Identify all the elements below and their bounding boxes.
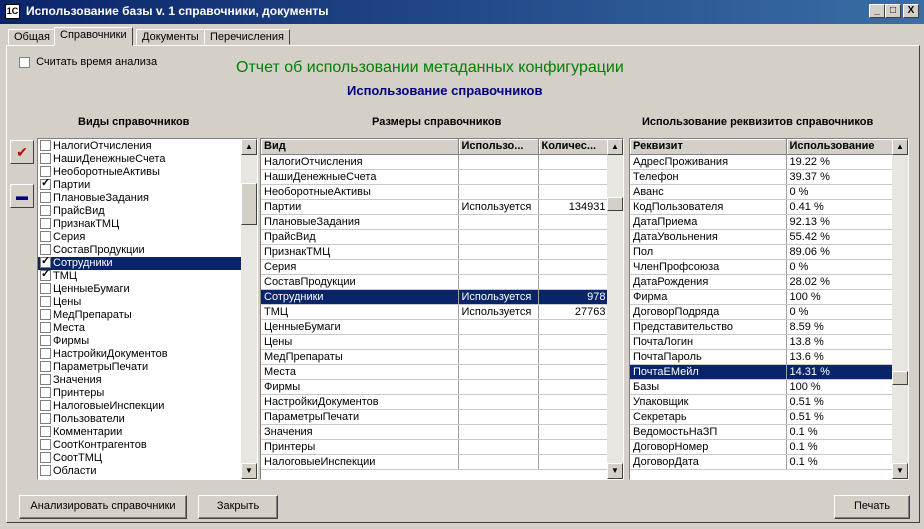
table-row[interactable] xyxy=(630,424,894,439)
scroll-thumb[interactable] xyxy=(607,197,623,211)
kinds-list[interactable] xyxy=(37,138,258,480)
table-row[interactable] xyxy=(261,439,609,454)
analysis-time-option[interactable] xyxy=(19,56,157,68)
item-checkbox[interactable] xyxy=(40,231,51,242)
table-row[interactable] xyxy=(630,289,894,304)
sizes-cell-count[interactable] xyxy=(538,349,609,364)
table-row[interactable] xyxy=(261,394,609,409)
attrs-cell-usage[interactable]: 19.22 % xyxy=(786,154,894,169)
table-row[interactable] xyxy=(630,154,894,169)
attrs-cell-name[interactable]: ВедомостьНаЗП xyxy=(630,424,786,439)
sizes-cell-name[interactable]: Сотрудники xyxy=(261,289,458,304)
sizes-cell-used[interactable] xyxy=(458,454,538,469)
item-checkbox[interactable] xyxy=(40,205,51,216)
sizes-cell-name[interactable]: ЦенныеБумаги xyxy=(261,319,458,334)
sizes-cell-count[interactable] xyxy=(538,439,609,454)
sizes-col-name[interactable]: Вид xyxy=(261,139,458,154)
table-row[interactable] xyxy=(630,394,894,409)
table-row[interactable] xyxy=(630,319,894,334)
sizes-scrollbar[interactable] xyxy=(607,139,623,479)
close-button[interactable]: Закрыть xyxy=(198,495,278,519)
item-checkbox[interactable] xyxy=(40,270,51,281)
table-row[interactable] xyxy=(261,184,609,199)
attrs-cell-name[interactable]: ДатаПриема xyxy=(630,214,786,229)
item-checkbox[interactable] xyxy=(40,374,51,385)
attrs-col-name[interactable]: Реквизит xyxy=(630,139,786,154)
sizes-cell-used[interactable] xyxy=(458,439,538,454)
item-label: Места xyxy=(53,322,85,334)
attrs-cell-usage[interactable]: 0 % xyxy=(786,304,894,319)
sizes-cell-used[interactable] xyxy=(458,244,538,259)
kinds-list-item[interactable] xyxy=(38,439,241,452)
attrs-cell-name[interactable]: КодПользователя xyxy=(630,199,786,214)
item-label: Области xyxy=(53,465,97,477)
table-row[interactable] xyxy=(630,439,894,454)
attrs-cell-name[interactable]: Секретарь xyxy=(630,409,786,424)
sizes-cell-used[interactable] xyxy=(458,409,538,424)
kinds-list-item[interactable] xyxy=(38,452,241,465)
item-label: ЦенныеБумаги xyxy=(53,283,130,295)
attrs-cell-usage[interactable]: 14.31 % xyxy=(786,364,894,379)
sizes-cell-count[interactable] xyxy=(538,454,609,469)
scroll-down-icon[interactable]: ▼ xyxy=(241,463,257,479)
attrs-cell-usage[interactable]: 0 % xyxy=(786,259,894,274)
item-label: Комментарии xyxy=(53,426,123,438)
sizes-cell-name[interactable]: ТМЦ xyxy=(261,304,458,319)
sizes-cell-used[interactable] xyxy=(458,169,538,184)
kinds-list-item[interactable] xyxy=(38,400,241,413)
table-row[interactable] xyxy=(630,199,894,214)
sizes-cell-name[interactable]: Серия xyxy=(261,259,458,274)
attrs-scrollbar[interactable] xyxy=(892,139,908,479)
table-row[interactable] xyxy=(261,244,609,259)
table-row[interactable] xyxy=(261,349,609,364)
table-row[interactable] xyxy=(630,379,894,394)
sizes-cell-count[interactable]: 978 xyxy=(538,289,609,304)
table-row[interactable] xyxy=(261,409,609,424)
analysis-time-label: Считать время анализа xyxy=(36,56,158,68)
attrs-cell-name[interactable]: ДоговорДата xyxy=(630,454,786,469)
analysis-time-checkbox[interactable] xyxy=(19,57,30,68)
kinds-list-item[interactable] xyxy=(38,231,241,244)
item-label: Сотрудники xyxy=(53,257,113,269)
kinds-list-item[interactable] xyxy=(38,374,241,387)
sizes-cell-count[interactable] xyxy=(538,409,609,424)
table-row[interactable] xyxy=(630,244,894,259)
sizes-cell-used[interactable]: Используется xyxy=(458,289,538,304)
app-icon[interactable]: 1C xyxy=(5,4,20,19)
table-row[interactable] xyxy=(261,304,609,319)
sizes-cell-used[interactable] xyxy=(458,424,538,439)
tab-enumerations[interactable]: Перечисления xyxy=(204,29,290,45)
item-checkbox[interactable] xyxy=(40,179,51,190)
kinds-list-item[interactable] xyxy=(38,179,241,192)
attrs-cell-name[interactable]: ДоговорНомер xyxy=(630,439,786,454)
table-row[interactable] xyxy=(261,454,609,469)
sizes-cell-count[interactable] xyxy=(538,214,609,229)
close-window-button[interactable]: X xyxy=(903,4,919,18)
kinds-scrollbar[interactable] xyxy=(241,139,257,479)
item-label: НалоговыеИнспекции xyxy=(53,400,165,412)
item-checkbox[interactable] xyxy=(40,283,51,294)
table-row[interactable] xyxy=(630,334,894,349)
report-subtitle: Использование справочников xyxy=(347,83,543,98)
window-title: Использование базы v. 1 справочники, документы xyxy=(26,4,329,18)
attrs-cell-name[interactable]: Базы xyxy=(630,379,786,394)
item-label: ТМЦ xyxy=(53,270,78,282)
sizes-cell-name[interactable]: Цены xyxy=(261,334,458,349)
kinds-list-item[interactable] xyxy=(38,153,241,166)
attrs-cell-name[interactable]: ПочтаЕМейл xyxy=(630,364,786,379)
sizes-cell-name[interactable]: НалоговыеИнспекции xyxy=(261,454,458,469)
kinds-list-item[interactable] xyxy=(38,244,241,257)
item-checkbox[interactable] xyxy=(40,387,51,398)
report-title: Отчет об использовании метаданных конфигурации xyxy=(236,59,624,76)
item-label: Значения xyxy=(53,374,102,386)
table-row[interactable] xyxy=(630,214,894,229)
sizes-cell-used[interactable] xyxy=(458,154,538,169)
item-label: ПлановыеЗадания xyxy=(53,192,149,204)
table-row[interactable] xyxy=(261,274,609,289)
kinds-list-item[interactable] xyxy=(38,296,241,309)
maximize-button[interactable]: □ xyxy=(885,4,901,18)
item-checkbox[interactable] xyxy=(40,348,51,359)
table-row[interactable] xyxy=(630,349,894,364)
attrs-cell-usage[interactable]: 92.13 % xyxy=(786,214,894,229)
attrs-cell-name[interactable]: ДатаУвольнения xyxy=(630,229,786,244)
table-row[interactable] xyxy=(261,334,609,349)
sizes-cell-used[interactable] xyxy=(458,229,538,244)
sizes-cell-name[interactable]: МедПрепараты xyxy=(261,349,458,364)
item-checkbox[interactable] xyxy=(40,166,51,177)
sizes-cell-name[interactable]: ПараметрыПечати xyxy=(261,409,458,424)
attrs-cell-usage[interactable]: 89.06 % xyxy=(786,244,894,259)
attrs-cell-name[interactable]: ПочтаЛогин xyxy=(630,334,786,349)
table-row[interactable] xyxy=(630,259,894,274)
kinds-list-item[interactable] xyxy=(38,335,241,348)
kinds-list-item[interactable] xyxy=(38,309,241,322)
scroll-thumb[interactable] xyxy=(892,371,908,385)
table-row[interactable] xyxy=(630,184,894,199)
attrs-cell-name[interactable]: Представительство xyxy=(630,319,786,334)
attrs-cell-name[interactable]: Телефон xyxy=(630,169,786,184)
sizes-cell-used[interactable] xyxy=(458,214,538,229)
table-row[interactable] xyxy=(630,304,894,319)
scroll-down-icon[interactable]: ▼ xyxy=(607,463,623,479)
attrs-heading: Использование реквизитов справочников xyxy=(642,116,874,128)
attrs-table[interactable] xyxy=(629,138,909,480)
item-checkbox[interactable] xyxy=(40,452,51,463)
analyze-button[interactable]: Анализировать справочники xyxy=(19,495,187,519)
sizes-cell-name[interactable]: СоставПродукции xyxy=(261,274,458,289)
kinds-list-item[interactable] xyxy=(38,465,241,478)
item-checkbox[interactable] xyxy=(40,244,51,255)
sizes-cell-count[interactable] xyxy=(538,184,609,199)
item-label: Фирмы xyxy=(53,335,90,347)
attrs-cell-usage[interactable]: 0.41 % xyxy=(786,199,894,214)
dash-icon: ▬ xyxy=(16,189,28,203)
item-checkbox[interactable] xyxy=(40,426,51,437)
kinds-list-item[interactable] xyxy=(38,348,241,361)
sizes-cell-name[interactable]: ПризнакТМЦ xyxy=(261,244,458,259)
sizes-cell-name[interactable]: Принтеры xyxy=(261,439,458,454)
table-row[interactable] xyxy=(630,229,894,244)
kinds-list-item[interactable] xyxy=(38,361,241,374)
sizes-cell-used[interactable] xyxy=(458,319,538,334)
kinds-list-item[interactable] xyxy=(38,140,241,153)
attrs-cell-name[interactable]: Аванс xyxy=(630,184,786,199)
attrs-cell-usage[interactable]: 0.51 % xyxy=(786,409,894,424)
sizes-cell-name[interactable]: Партии xyxy=(261,199,458,214)
sizes-cell-used[interactable] xyxy=(458,364,538,379)
attrs-cell-usage[interactable]: 100 % xyxy=(786,289,894,304)
attrs-cell-name[interactable]: Упаковщик xyxy=(630,394,786,409)
title-bar xyxy=(0,0,924,24)
table-row[interactable] xyxy=(261,229,609,244)
sizes-cell-name[interactable]: Значения xyxy=(261,424,458,439)
sizes-cell-name[interactable]: Места xyxy=(261,364,458,379)
item-label: НалогиОтчисления xyxy=(53,140,152,152)
sizes-cell-used[interactable] xyxy=(458,184,538,199)
scroll-thumb[interactable] xyxy=(241,183,257,225)
table-row[interactable] xyxy=(261,289,609,304)
item-label: ПризнакТМЦ xyxy=(53,218,120,230)
sizes-cell-count[interactable] xyxy=(538,169,609,184)
sizes-col-used[interactable]: Использо... xyxy=(458,139,538,154)
sizes-cell-count[interactable] xyxy=(538,244,609,259)
sizes-cell-used[interactable] xyxy=(458,379,538,394)
item-checkbox[interactable] xyxy=(40,322,51,333)
item-label: ПрайсВид xyxy=(53,205,105,217)
item-label: НастройкиДокументов xyxy=(53,348,168,360)
sizes-cell-count[interactable] xyxy=(538,229,609,244)
attrs-cell-usage[interactable]: 0.1 % xyxy=(786,454,894,469)
attrs-cell-name[interactable]: АдресПроживания xyxy=(630,154,786,169)
kinds-list-item[interactable] xyxy=(38,322,241,335)
table-row[interactable] xyxy=(261,259,609,274)
sizes-cell-name[interactable]: НашиДенежныеСчета xyxy=(261,169,458,184)
table-row[interactable] xyxy=(261,214,609,229)
kinds-heading: Виды справочников xyxy=(78,116,190,128)
attrs-cell-usage[interactable]: 100 % xyxy=(786,379,894,394)
sizes-cell-count[interactable] xyxy=(538,319,609,334)
kinds-list-item[interactable] xyxy=(38,205,241,218)
kinds-list-item[interactable] xyxy=(38,257,241,270)
print-button[interactable]: Печать xyxy=(834,495,910,519)
item-checkbox[interactable] xyxy=(40,153,51,164)
attrs-cell-name[interactable]: Пол xyxy=(630,244,786,259)
item-label: ПараметрыПечати xyxy=(53,361,149,373)
table-row[interactable] xyxy=(261,379,609,394)
check-all-button[interactable] xyxy=(10,140,34,164)
item-checkbox[interactable] xyxy=(40,296,51,307)
item-checkbox[interactable] xyxy=(40,218,51,229)
item-label: Серия xyxy=(53,231,86,243)
minimize-button[interactable]: _ xyxy=(869,4,885,18)
sizes-cell-name[interactable]: ПлановыеЗадания xyxy=(261,214,458,229)
item-label: МедПрепараты xyxy=(53,309,132,321)
table-row[interactable] xyxy=(630,454,894,469)
item-checkbox[interactable] xyxy=(40,465,51,476)
kinds-list-item[interactable] xyxy=(38,166,241,179)
attrs-cell-usage[interactable]: 39.37 % xyxy=(786,169,894,184)
attrs-cell-usage[interactable]: 13.8 % xyxy=(786,334,894,349)
attrs-cell-usage[interactable]: 0 % xyxy=(786,184,894,199)
tab-documents[interactable]: Документы xyxy=(136,29,205,45)
sizes-cell-count[interactable] xyxy=(538,259,609,274)
sizes-cell-used[interactable] xyxy=(458,259,538,274)
table-row[interactable] xyxy=(630,274,894,289)
attrs-cell-usage[interactable]: 0.1 % xyxy=(786,439,894,454)
attrs-cell-usage[interactable]: 8.59 % xyxy=(786,319,894,334)
item-checkbox[interactable] xyxy=(40,413,51,424)
sizes-cell-count[interactable] xyxy=(538,334,609,349)
sizes-cell-name[interactable]: Фирмы xyxy=(261,379,458,394)
sizes-cell-count[interactable] xyxy=(538,274,609,289)
sizes-cell-used[interactable]: Используется xyxy=(458,304,538,319)
item-label: Пользователи xyxy=(53,413,125,425)
attrs-cell-name[interactable]: ДоговорПодряда xyxy=(630,304,786,319)
sizes-cell-used[interactable] xyxy=(458,349,538,364)
kinds-list-item[interactable] xyxy=(38,270,241,283)
checkmark-icon: ✔ xyxy=(16,144,28,160)
attrs-cell-usage[interactable]: 0.1 % xyxy=(786,424,894,439)
item-checkbox[interactable] xyxy=(40,335,51,346)
item-checkbox[interactable] xyxy=(40,309,51,320)
sizes-cell-count[interactable] xyxy=(538,154,609,169)
item-label: СоставПродукции xyxy=(53,244,145,256)
item-label: Партии xyxy=(53,179,91,191)
table-row[interactable] xyxy=(261,154,609,169)
table-row[interactable] xyxy=(261,364,609,379)
uncheck-all-button[interactable] xyxy=(10,184,34,208)
item-label: НеоборотныеАктивы xyxy=(53,166,160,178)
scroll-up-icon[interactable]: ▲ xyxy=(241,139,257,155)
attrs-cell-usage[interactable]: 55.42 % xyxy=(786,229,894,244)
item-label: СоотКонтрагентов xyxy=(53,439,147,451)
scroll-down-icon[interactable]: ▼ xyxy=(892,463,908,479)
item-checkbox[interactable] xyxy=(40,400,51,411)
kinds-list-item[interactable] xyxy=(38,283,241,296)
attrs-col-usage[interactable]: Использование xyxy=(786,139,894,154)
sizes-cell-used[interactable]: Используется xyxy=(458,199,538,214)
item-checkbox[interactable] xyxy=(40,361,51,372)
sizes-cell-used[interactable] xyxy=(458,334,538,349)
sizes-table[interactable] xyxy=(260,138,624,480)
kinds-list-item[interactable] xyxy=(38,387,241,400)
sizes-cell-name[interactable]: НеоборотныеАктивы xyxy=(261,184,458,199)
item-label: Принтеры xyxy=(53,387,105,399)
table-row[interactable] xyxy=(261,169,609,184)
table-row[interactable] xyxy=(261,424,609,439)
sizes-cell-name[interactable]: НалогиОтчисления xyxy=(261,154,458,169)
attrs-cell-name[interactable]: Фирма xyxy=(630,289,786,304)
item-checkbox[interactable] xyxy=(40,140,51,151)
tab-general[interactable]: Общая xyxy=(8,29,56,45)
sizes-cell-count[interactable] xyxy=(538,394,609,409)
table-row[interactable] xyxy=(261,319,609,334)
attrs-cell-name[interactable]: ЧленПрофсоюза xyxy=(630,259,786,274)
kinds-list-item[interactable] xyxy=(38,413,241,426)
sizes-col-count[interactable]: Количес... xyxy=(538,139,609,154)
tab-catalogs[interactable]: Справочники xyxy=(54,27,133,46)
sizes-cell-count[interactable] xyxy=(538,364,609,379)
kinds-list-item[interactable] xyxy=(38,426,241,439)
scroll-up-icon[interactable]: ▲ xyxy=(892,139,908,155)
item-label: Цены xyxy=(53,296,82,308)
item-checkbox[interactable] xyxy=(40,192,51,203)
table-row[interactable] xyxy=(630,364,894,379)
table-row[interactable] xyxy=(630,169,894,184)
attrs-cell-name[interactable]: ДатаРождения xyxy=(630,274,786,289)
attrs-cell-usage[interactable]: 13.6 % xyxy=(786,349,894,364)
kinds-list-item[interactable] xyxy=(38,192,241,205)
item-checkbox[interactable] xyxy=(40,257,51,268)
sizes-cell-name[interactable]: НастройкиДокументов xyxy=(261,394,458,409)
item-checkbox[interactable] xyxy=(40,439,51,450)
sizes-cell-used[interactable] xyxy=(458,274,538,289)
sizes-cell-count[interactable] xyxy=(538,424,609,439)
table-row[interactable] xyxy=(630,409,894,424)
sizes-heading: Размеры справочников xyxy=(372,116,502,128)
sizes-cell-count[interactable]: 134931 xyxy=(538,199,609,214)
sizes-cell-count[interactable] xyxy=(538,379,609,394)
sizes-cell-used[interactable] xyxy=(458,394,538,409)
sizes-cell-count[interactable]: 27763 xyxy=(538,304,609,319)
attrs-cell-usage[interactable]: 0.51 % xyxy=(786,394,894,409)
table-row[interactable] xyxy=(261,199,609,214)
scroll-up-icon[interactable]: ▲ xyxy=(607,139,623,155)
item-label: СоотТМЦ xyxy=(53,452,102,464)
sizes-cell-name[interactable]: ПрайсВид xyxy=(261,229,458,244)
kinds-list-item[interactable] xyxy=(38,218,241,231)
attrs-cell-name[interactable]: ПочтаПароль xyxy=(630,349,786,364)
item-label: НашиДенежныеСчета xyxy=(53,153,166,165)
attrs-cell-usage[interactable]: 28.02 % xyxy=(786,274,894,289)
